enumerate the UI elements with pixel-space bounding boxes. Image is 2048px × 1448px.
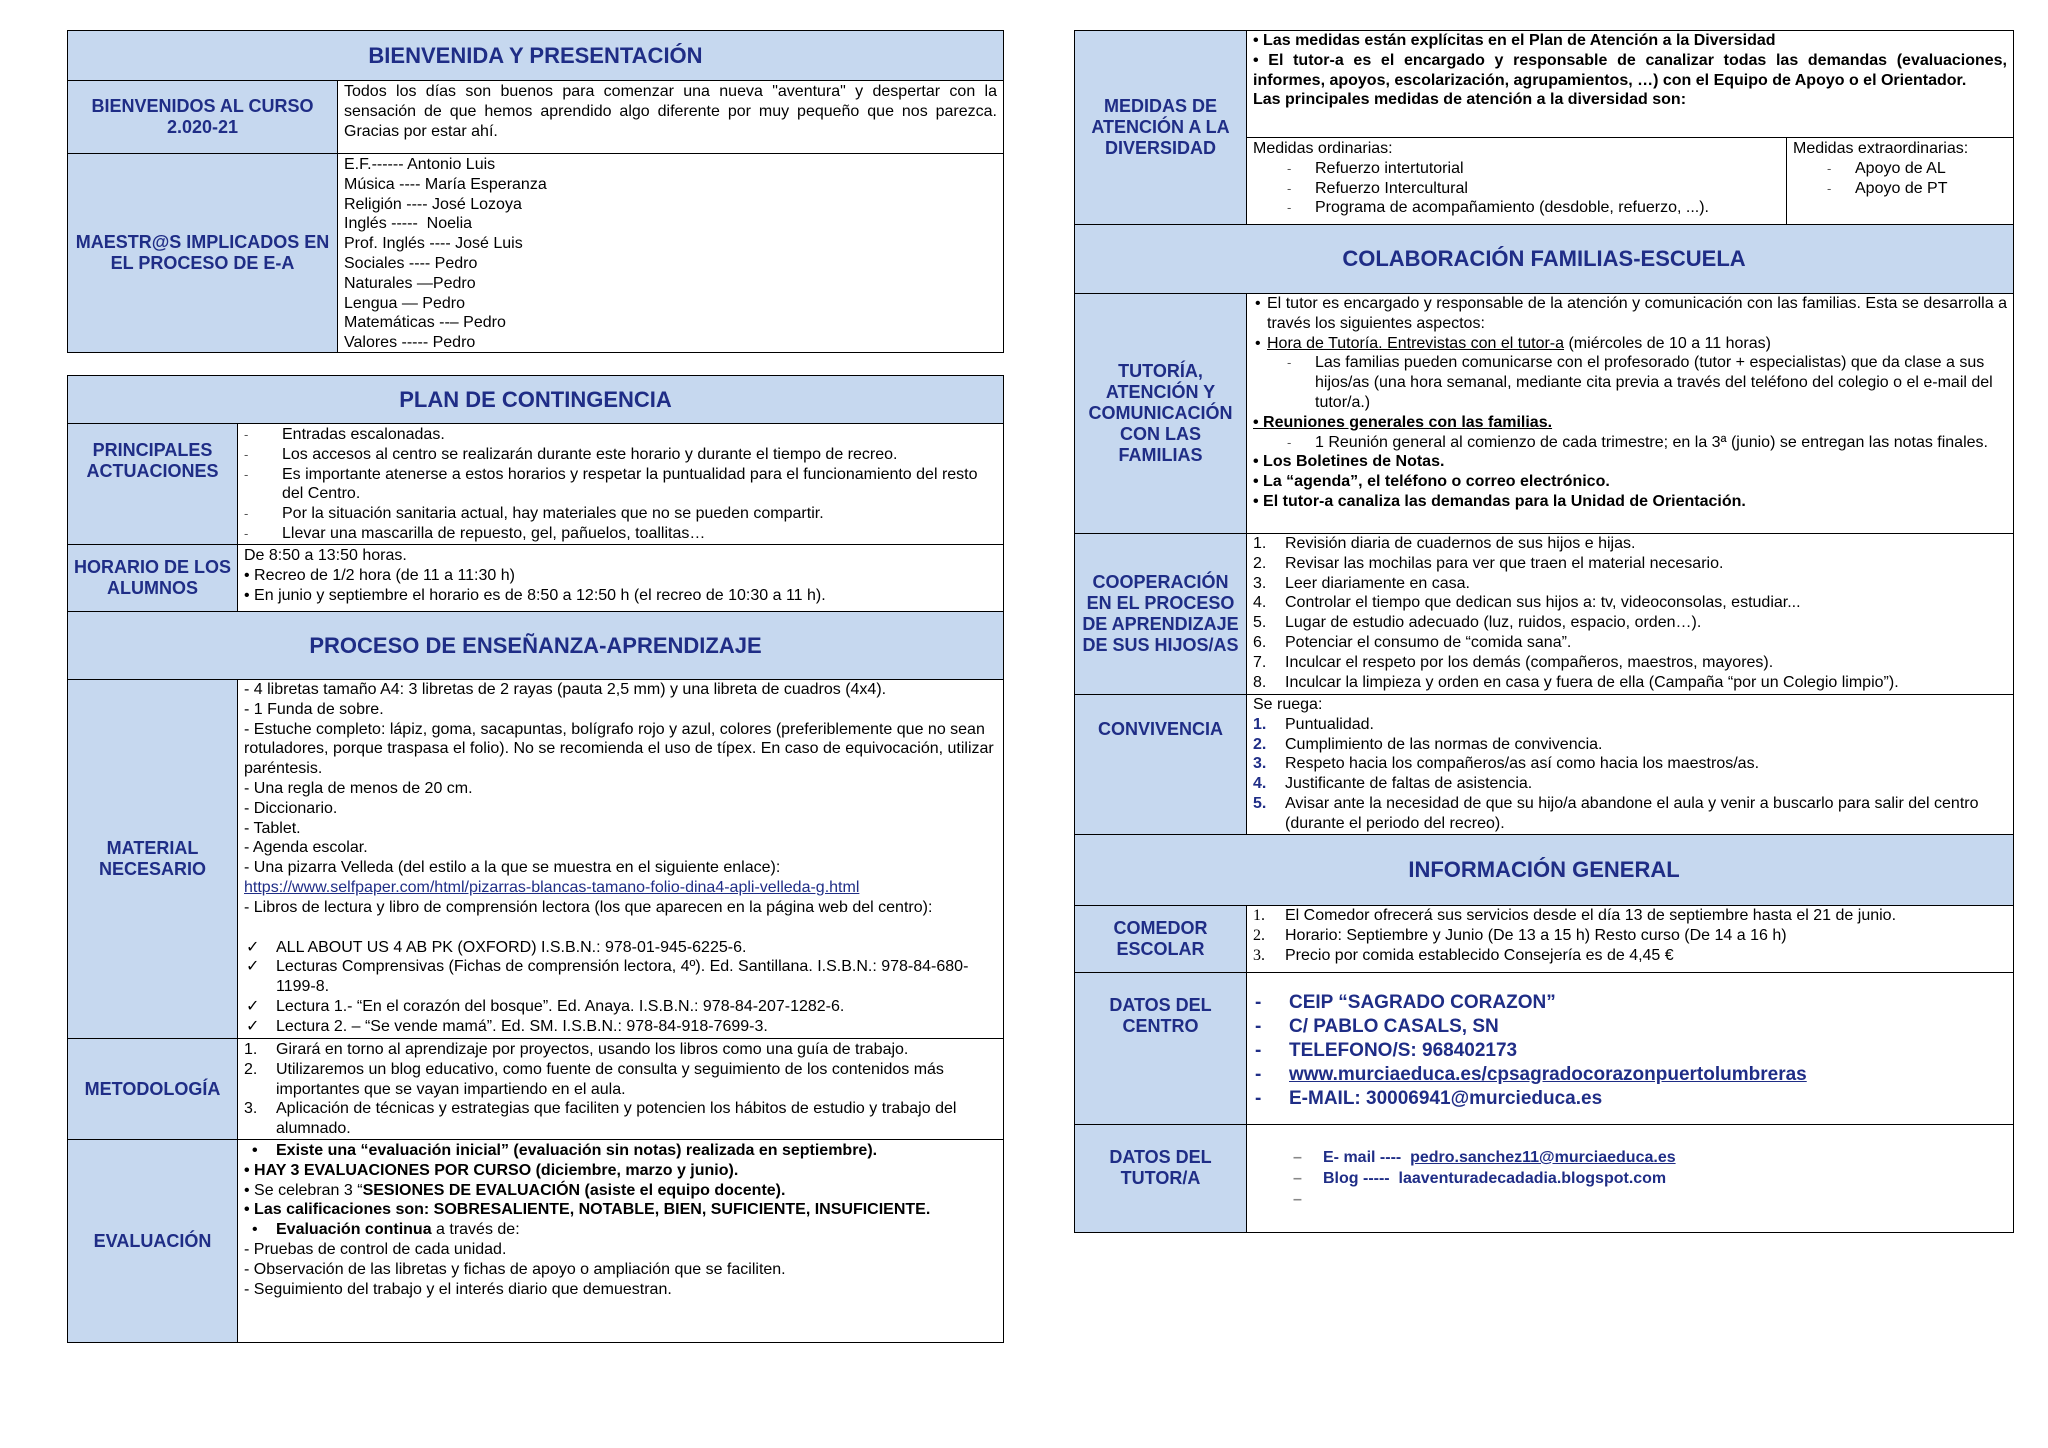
actuaciones-list — [244, 425, 997, 544]
cooperacion-list: 1. Revisión diaria de cuadernos de sus hijos e hijas. 2. Revisar las mochilas para ver que traen el material necesario. 3. Leer diariamente en casa. 4. Controlar el tiempo que dedican sus hijos a: tv, videoconsolas, estudiar... 5. Lugar de estudio adecuado (luz, ruidos, espacio, orden…). 6. Potenciar el consumo de “comida sana”. 7. Inculcar el respeto por los demás (compañeros, maestros, mayores). 8. Inculcar la limpieza y orden en casa y fuera de ella (Campaña “por un Colegio limpio”). — [1253, 535, 1899, 691]
tutoria-line: Hora de Tutoría. Entrevistas con el tutor-a — [1267, 334, 1565, 352]
list-item: El Comedor ofrecerá sus servicios desde el día 13 de septiembre hasta el 21 de junio. — [1285, 907, 1897, 924]
material-label: MATERIAL NECESARIO — [68, 680, 238, 1038]
list-item: Justificante de faltas de asistencia. — [1285, 775, 1533, 793]
list-item: Inculcar el respeto por los demás (compañeros, maestros, mayores). — [1285, 653, 1774, 671]
tutor-blog-link[interactable]: laaventuradecadadia.blogspot.com — [1398, 1170, 1667, 1187]
cooperacion-label: COOPERACIÓN EN EL PROCESO DE APRENDIZAJE DE SUS HIJOS/AS — [1075, 534, 1247, 694]
maestro-item: Valores ----- Pedro — [344, 334, 476, 352]
tutoria-line: • El tutor-a canaliza las demandas para la Unidad de Orientación. — [1253, 492, 1746, 510]
list-item: Cumplimiento de las normas de convivencia. — [1285, 735, 1603, 753]
list-item: - CEIP “SAGRADO CORAZON” — [1255, 991, 2007, 1015]
libro-item: ✓ Lecturas Comprensivas (Fichas de comprensión lectora, 4º). Ed. Santillana. I.S.B.N.: 978-84-680-1199-8. — [244, 957, 997, 997]
libro-item: ✓ ALL ABOUT US 4 AB PK (OXFORD) I.S.B.N.: 978-01-945-6225-6. — [244, 938, 997, 958]
comedor-list: 1. El Comedor ofrecerá sus servicios desde el día 13 de septiembre hasta el 21 de junio. 2. Horario: Septiembre y Junio (De 13 a 15 h) Resto curso (De 14 a 16 h) 3. Precio por comida establecido Consejería es de 4,45 € — [1253, 907, 1897, 964]
list-item: - Refuerzo Intercultural — [1253, 179, 1780, 199]
eval-line: Evaluación continua — [276, 1221, 432, 1239]
maestro-item: Lengua — Pedro — [344, 294, 465, 312]
list-item: Revisión diaria de cuadernos de sus hijos e hijas. — [1285, 535, 1636, 552]
eval-line: Existe una “evaluación inicial” (evaluación sin notas) realizada en septiembre). — [276, 1142, 878, 1159]
list-item: Inculcar la limpieza y orden en casa y fuera de ella (Campaña “por un Colegio limpio”). — [1285, 673, 1899, 691]
maestro-item: Sociales ---- Pedro — [344, 254, 478, 272]
material-item: - 4 libretas tamaño A4: 3 libretas de 2 rayas (pauta 2,5 mm) y una libreta de cuadros (4x4). — [244, 681, 887, 698]
eval-line: • HAY 3 EVALUACIONES POR CURSO (diciembre, marzo y junio). — [244, 1161, 739, 1179]
evaluacion-label: EVALUACIÓN — [68, 1140, 238, 1342]
list-item: Girará en torno al aprendizaje por proyectos, usando los libros como una guía de trabajo. — [276, 1041, 909, 1058]
tutoria-line: - Las familias pueden comunicarse con el profesorado (tutor + especialistas) que da clase a sus hijos/as (una hora semanal, mediante cita previa a través del teléfono del colegio o el e-mail del tutor/a.) — [1253, 353, 2007, 412]
list-item: - Entradas escalonadas. — [244, 425, 997, 445]
familias-title: COLABORACIÓN FAMILIAS-ESCUELA — [1075, 224, 2013, 293]
horario-line: • En junio y septiembre el horario es de 8:50 a 12:50 h (el recreo de 10:30 a 11 h). — [244, 586, 826, 604]
diversidad-p2: • El tutor-a es el encargado y responsable de canalizar todas las demandas (evaluaciones, informes, apoyos, escolarización, agrupamientos, …) con el Equipo de Apoyo o el Orientador. — [1253, 51, 2007, 89]
eval-line: - Observación de las libretas y fichas de apoyo o ampliación que se faciliten. — [244, 1260, 786, 1278]
centro-web-link[interactable]: www.murciaeduca.es/cpsagradocorazonpuertolumbreras — [1289, 1064, 1807, 1085]
maestro-item: Prof. Inglés ---- José Luis — [344, 235, 523, 253]
metodologia-label: METODOLOGÍA — [68, 1039, 238, 1139]
list-item: - Programa de acompañamiento (desdoble, refuerzo, ...). — [1253, 198, 1780, 218]
list-item: - Apoyo de PT — [1793, 179, 2007, 199]
tutoria-label: TUTORÍA, ATENCIÓN Y COMUNICACIÓN CON LAS FAMILIAS — [1075, 294, 1247, 533]
maestro-item: E.F.------ Antonio Luis — [344, 156, 496, 173]
libros-list — [244, 938, 997, 1037]
maestro-item: Naturales —Pedro — [344, 274, 476, 292]
list-item: Utilizaremos un blog educativo, como fuente de consulta y seguimiento de los contenidos más importantes que se vayan impartiendo en el aula. — [276, 1060, 944, 1098]
maestros-label: MAESTR@S IMPLICADOS EN EL PROCESO DE E-A — [68, 154, 338, 352]
convivencia-list: 1. Puntualidad. 2. Cumplimiento de las normas de convivencia. 3. Respeto hacia los compañeros/as así como hacia los maestros/as. 4. Justificante de faltas de asistencia. 5. Avisar ante la necesidad de que su hijo/a abandone el aula y venir a buscarlo para salir del centro (durante el periodo del recreo). — [1253, 715, 1979, 832]
material-item: - Una regla de menos de 20 cm. — [244, 779, 473, 797]
velleda-link[interactable]: https://www.selfpaper.com/html/pizarras-blancas-tamano-folio-dina4-apli-velleda-g.html — [244, 878, 860, 896]
horario-label: HORARIO DE LOS ALUMNOS — [68, 545, 238, 611]
info-title: INFORMACIÓN GENERAL — [1075, 834, 2013, 905]
list-item: Leer diariamente en casa. — [1285, 574, 1470, 592]
material-item: - Diccionario. — [244, 799, 338, 817]
tutoria-line: • Los Boletines de Notas. — [1253, 453, 1445, 471]
metodologia-list: 1. Girará en torno al aprendizaje por proyectos, usando los libros como una guía de trabajo. 2. Utilizaremos un blog educativo, como fuente de consulta y seguimiento de los contenidos más importantes que se vayan impartiendo en el aula. 3. Aplicación de técnicas y estrategias que faciliten y potencien los hábitos de estudio y trabajo del alumnado. — [244, 1041, 957, 1138]
tutoria-line: • Reuniones generales con las familias. — [1253, 413, 1553, 431]
list-item: - TELEFONO/S: 968402173 — [1255, 1039, 2007, 1063]
maestros-list — [338, 154, 1003, 352]
libro-item: ✓ Lectura 1.- “En el corazón del bosque”. Ed. Anaya. I.S.B.N.: 978-84-207-1282-6. — [244, 997, 997, 1017]
convivencia-label: CONVIVENCIA — [1075, 695, 1247, 834]
centro-list — [1253, 991, 2007, 1111]
list-item: Precio por comida establecido Consejería es de 4,45 € — [1285, 946, 1674, 964]
maestro-item: Matemáticas --– Pedro — [344, 314, 506, 332]
maestro-item: Música ---- María Esperanza — [344, 175, 547, 193]
list-item: - Refuerzo intertutorial — [1253, 159, 1780, 179]
horario-line: • Recreo de 1/2 hora (de 11 a 11:30 h) — [244, 566, 515, 584]
list-item: Aplicación de técnicas y estrategias que faciliten y potencien los hábitos de estudio y trabajo del alumnado. — [276, 1100, 957, 1138]
list-item: Potenciar el consumo de “comida sana”. — [1285, 633, 1572, 651]
bienvenida-title: BIENVENIDA Y PRESENTACIÓN — [68, 31, 1003, 80]
eval-line: SESIONES DE EVALUACIÓN (asiste el equipo docente). — [362, 1181, 786, 1199]
eval-line: - Pruebas de control de cada unidad. — [244, 1240, 507, 1258]
horario-line: De 8:50 a 13:50 horas. — [244, 547, 407, 564]
contingencia-title: PLAN DE CONTINGENCIA — [68, 376, 1003, 423]
tutor-email-link[interactable]: pedro.sanchez11@murciaeduca.es — [1410, 1149, 1676, 1166]
list-item: - Apoyo de AL — [1793, 159, 2007, 179]
material-item: - Una pizarra Velleda (del estilo a la que se muestra en el siguiente enlace): — [244, 859, 781, 877]
tutor-list — [1253, 1147, 2007, 1189]
list-item: Avisar ante la necesidad de que su hijo/a abandone el aula y venir a buscarlo para salir del centro (durante el periodo del recreo). — [1285, 794, 1979, 832]
tutoria-line: • El tutor es encargado y responsable de la atención y comunicación con las familias. Esta se desarrolla a través los siguientes aspectos: — [1253, 294, 2007, 334]
diversidad-p1: • Las medidas están explícitas en el Plan de Atención a la Diversidad — [1253, 32, 1776, 49]
centro-label: DATOS DEL CENTRO — [1075, 973, 1247, 1124]
maestro-item: Religión ---- José Lozoya — [344, 195, 522, 213]
material-item: - Tablet. — [244, 819, 301, 837]
list-item: Puntualidad. — [1285, 715, 1374, 733]
list-item: Controlar el tiempo que dedican sus hijos a: tv, videoconsolas, estudiar... — [1285, 594, 1801, 612]
tutor-label: DATOS DEL TUTOR/A — [1075, 1125, 1247, 1232]
derecha-table — [1074, 30, 2014, 1233]
list-item: - Es importante atenerse a estos horarios y respetar la puntualidad para el funcionamiento del resto del Centro. — [244, 465, 997, 505]
list-item: - Por la situación sanitaria actual, hay materiales que no se pueden compartir. — [244, 504, 997, 524]
list-item: Lugar de estudio adecuado (luz, ruidos, espacio, orden…). — [1285, 614, 1702, 632]
list-item: - E-MAIL: 30006941@murcieduca.es — [1255, 1087, 2007, 1111]
comedor-label: COMEDOR ESCOLAR — [1075, 906, 1247, 972]
list-item: - Los accesos al centro se realizarán durante este horario y durante el tiempo de recreo. — [244, 445, 997, 465]
material-item: - Estuche completo: lápiz, goma, sacapuntas, bolígrafo rojo y azul, colores (preferiblemente que no sean rotuladores, porque traspasa el folio). No se recomienda el uso de típex. En caso de equivocación, utilizar paréntesis. — [244, 720, 994, 778]
diversidad-label: MEDIDAS DE ATENCIÓN A LA DIVERSIDAD — [1075, 31, 1247, 224]
ordinarias-list — [1253, 159, 1780, 218]
eval-line: - Seguimiento del trabajo y el interés diario que demuestran. — [244, 1280, 672, 1298]
email-prefix: E- mail ---- — [1323, 1149, 1411, 1166]
libro-item: ✓ Lectura 2. – “Se vende mamá”. Ed. SM. I.S.B.N.: 978-84-918-7699-3. — [244, 1017, 997, 1037]
list-item: - Llevar una mascarilla de repuesto, gel, pañuelos, toallitas… — [244, 524, 997, 544]
list-item: - C/ PABLO CASALS, SN — [1255, 1015, 2007, 1039]
contingencia-table: PLAN DE CONTINGENCIA PRINCIPALES ACTUACIONES - Entradas escalonadas. - Los accesos al centro se realizarán durante este horario y durante el tiempo de recreo. - Es importante atenerse a estos horarios y respetar la puntualidad para el funcionamiento del resto del Centro. - Por la situación sanitaria actual, hay materiales que no se pueden compartir. - Llevar una mascarilla de repuesto, gel, pañuelos, toallitas… HORARIO DE LOS ALUMNOS De 8:50 a 13:50 horas. • Recreo de 1/2 hora (de 11 a 11:30 h) • En junio y septiembre el horario es de 8:50 a 12:50 h (el recreo de 10:30 a 11 h). PROCESO DE ENSEÑANZA-APRENDIZAJE MATERIAL NECESARIO - 4 libretas tamaño A4: 3 libretas de 2 rayas (pauta 2,5 mm) y una libreta de cuadros (4x4). - 1 Funda de sobre. - Estuche completo: lápiz, goma, sacapuntas, bolígrafo rojo y azul, colores (preferiblemente que no sean rotuladores, porque traspasa el folio). No se recomienda el uso de típex. En caso de equivocación, utilizar paréntesis. - Una regla de menos de 20 cm. - Diccionario. - Tablet. - Agenda escolar. - Una pizarra Velleda (del estilo a la que se muestra en el siguiente enlace): https://www.selfpaper.com/html/pizarras-blancas-tamano-folio-dina4-apli-velleda-g.html - Libros de lectura y libro de comprensión lectora (los que aparecen en la página web del centro): ✓ ALL ABOUT US 4 AB PK (OXFORD) I.S.B.N.: 978-01-945-6225-6. ✓ Lecturas Comprensivas (Fichas de comprensión lectora, 4º). Ed. Santillana. I.S.B.N.: 978-84-680-1199-8. ✓ Lectura 1.- “En el corazón del bosque”. Ed. Anaya. I.S.B.N.: 978-84-207-1282-6. ✓ Lectura 2. – “Se vende mamá”. Ed. SM. I.S.B.N.: 978-84-918-7699-3. METODOLOGÍA 1. Girará en torno al aprendizaje por proyectos, usando los libros como una guía de trabajo. 2. Utilizaremos un blog educativo, como fuente de consulta y seguimiento de los contenidos más importantes que se vayan impartiendo en el aula. 3. Aplicación de técnicas y estrategias que faciliten y potencien los hábitos de estudio y trabajo del alumnado. EVALUACIÓN • Existe una “evaluación inicial” (evaluación sin notas) realizada en septiembre). • HAY 3 EVALUACIONES POR CURSO (diciembre, marzo y junio). • Se celebran 3 “SESIONES DE EVALUACIÓN (asiste el equipo docente). • Las calificaciones son: SOBRESALIENTE, NOTABLE, BIEN, SUFICIENTE, INSUFICIENTE. • Evaluación continua a través de: - Pruebas de control de cada unidad. - Observación de las libretas y fichas de apoyo o ampliación que se faciliten. - Seguimiento del trabajo y el interés diario que demuestran. — [67, 375, 1004, 1343]
material-item: - 1 Funda de sobre. — [244, 700, 384, 718]
eval-line: a través de: — [431, 1221, 520, 1239]
tutoria-line: • La “agenda”, el teléfono o correo electrónico. — [1253, 473, 1610, 491]
list-item: Respeto hacia los compañeros/as así como hacia los maestros/as. — [1285, 755, 1760, 773]
diversidad-p3: Las principales medidas de atención a la diversidad son: — [1253, 91, 1687, 109]
tutoria-line: - 1 Reunión general al comienzo de cada trimestre; en la 3ª (junio) se entregan las notas finales. — [1253, 433, 2007, 453]
bienvenidos-text: Todos los días son buenos para comenzar una nueva "aventura" y despertar con la sensación de que hemos aprendido algo diferente por muy pequeño que nos parezca. Gracias por estar ahí. — [344, 83, 997, 140]
extraordinarias-list — [1793, 159, 2007, 199]
eval-line: • Se celebran 3 “ — [244, 1181, 363, 1199]
maestro-item: Inglés ----- Noelia — [344, 215, 473, 233]
convivencia-intro: Se ruega: — [1253, 696, 1323, 713]
tutoria-line: (miércoles de 10 a 11 horas) — [1564, 334, 1771, 352]
actuaciones-label: PRINCIPALES ACTUACIONES — [68, 424, 238, 544]
ordinarias-title: Medidas ordinarias: — [1253, 140, 1393, 157]
material-item: - Agenda escolar. — [244, 839, 368, 857]
bienvenida-table — [67, 30, 1004, 353]
list-item: Horario: Septiembre y Junio (De 13 a 15 h) Resto curso (De 14 a 16 h) — [1285, 926, 1787, 944]
bienvenidos-label: BIENVENIDOS AL CURSO 2.020-21 — [68, 81, 338, 153]
eval-line: • Las calificaciones son: SOBRESALIENTE, NOTABLE, BIEN, SUFICIENTE, INSUFICIENTE. — [244, 1201, 931, 1219]
material-item: - Libros de lectura y libro de comprensión lectora (los que aparecen en la página web del centro): — [244, 898, 933, 916]
ensenanza-title: PROCESO DE ENSEÑANZA-APRENDIZAJE — [68, 611, 1003, 679]
list-item: Revisar las mochilas para ver que traen el material necesario. — [1285, 554, 1724, 572]
blog-prefix: Blog ----- — [1323, 1170, 1399, 1187]
extraordinarias-title: Medidas extraordinarias: — [1793, 140, 1969, 157]
